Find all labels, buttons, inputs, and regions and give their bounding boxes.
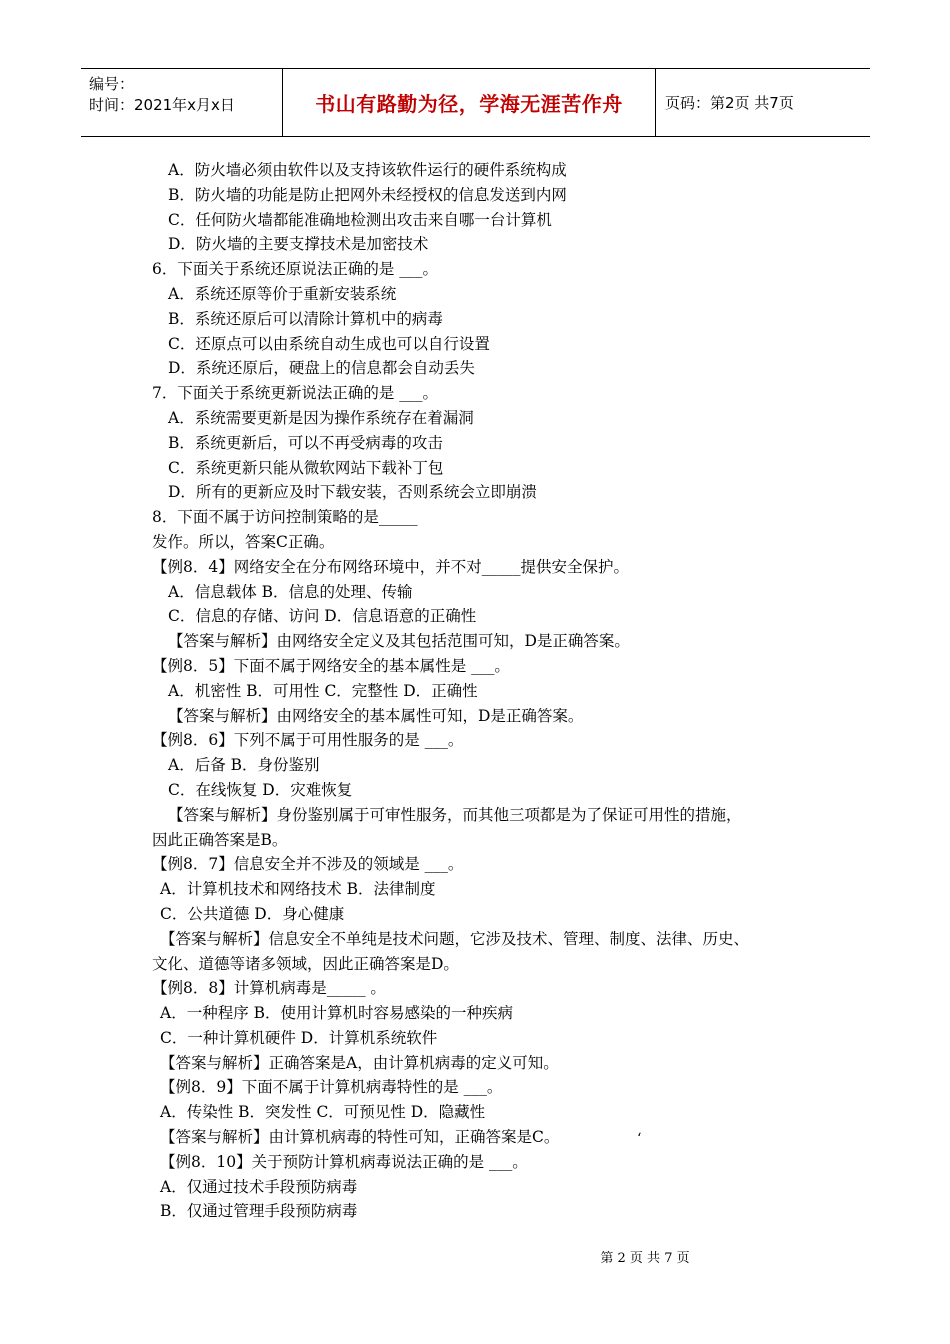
text-line: C．公共道德 D．身心健康 [160,904,345,923]
text-line: A．计算机技术和网络技术 B．法律制度 [160,880,436,899]
text-line: A．后备 B．身份鉴别 [168,756,320,775]
text-line: C．在线恢复 D．灾难恢复 [168,780,353,799]
text-line: C．一种计算机硬件 D．计算机系统软件 [160,1028,438,1047]
page-footer [0,1247,950,1266]
text-line: 8．下面不属于访问控制策略的是_____ [152,508,418,527]
text-line: D．系统还原后，硬盘上的信息都会自动丢失 [168,359,475,378]
text-line: C．任何防火墙都能准确地检测出攻击来自哪一台计算机 [168,210,552,229]
header-page-info: 页码：第2页 共7页 [665,94,794,112]
text-line: A．系统还原等价于重新安装系统 [168,284,397,303]
text-line: A．仅通过技术手段预防病毒 [160,1177,358,1196]
text-line: 【例8．10】关于预防计算机病毒说法正确的是 ___。 [160,1152,528,1171]
text-line: 【答案与解析】信息安全不单纯是技术问题，它涉及技术、管理、制度、法律、历史、 [160,929,750,948]
text-line: 【答案与解析】正确答案是A，由计算机病毒的定义可知。 [160,1053,559,1072]
text-line: C．信息的存储、访问 D．信息语意的正确性 [168,607,477,626]
text-line: C．系统更新只能从微软网站下载补丁包 [168,458,444,477]
text-line: 【答案与解析】由计算机病毒的特性可知，正确答案是C。 [160,1128,560,1147]
text-line: D．所有的更新应及时下载安装，否则系统会立即崩溃 [168,483,537,502]
date-label: 时间：2021年x月x日 [89,96,235,114]
page-header [81,68,870,137]
text-line: B．系统还原后可以清除计算机中的病毒 [168,309,443,328]
header-left-cell [81,69,281,136]
motto: 书山有路勤为径，学海无涯苦作舟 [315,92,623,116]
text-line: A．系统需要更新是因为操作系统存在着漏洞 [168,408,474,427]
text-line: 7．下面关于系统更新说法正确的是 ___。 [152,384,439,403]
text-line: D．防火墙的主要支撑技术是加密技术 [168,235,429,254]
text-line: 【例8．9】下面不属于计算机病毒特性的是 ___。 [160,1078,503,1097]
text-line: B．防火墙的功能是防止把网外未经授权的信息发送到内网 [168,185,567,204]
text-line: 【例8．7】信息安全并不涉及的领域是 ___。 [152,855,464,874]
document-body [152,158,802,1224]
text-line: A．机密性 B．可用性 C．完整性 D．正确性 [168,681,478,700]
text-line: 【例8．4】网络安全在分布网络环境中，并不对_____提供安全保护。 [152,557,629,576]
text-line: A．信息载体 B．信息的处理、传输 [168,582,413,601]
header-page-cell [655,69,870,136]
text-line: A．传染性 B．突发性 C．可预见性 D．隐藏性 [160,1103,486,1122]
text-line: C．还原点可以由系统自动生成也可以自行设置 [168,334,490,353]
text-line: A．一种程序 B．使用计算机时容易感染的一种疾病 [160,1004,514,1023]
text-line: 因此正确答案是B。 [152,830,288,849]
text-line: 6．下面关于系统还原说法正确的是 ___。 [152,260,439,279]
text-line: 【例8．5】下面不属于网络安全的基本属性是 ___。 [152,656,510,675]
text-line: 【例8．8】计算机病毒是_____ 。 [152,979,386,998]
header-motto-cell [282,69,656,136]
footer-page-number: 第 2 页 共 7 页 [600,1251,690,1266]
text-line: B．仅通过管理手段预防病毒 [160,1202,358,1221]
text-line: A．防火墙必须由软件以及支持该软件运行的硬件系统构成 [168,161,567,179]
text-line: 【答案与解析】由网络安全的基本属性可知，D是正确答案。 [168,706,584,725]
stray-mark: ‘ [637,1131,642,1147]
text-line: 发作。所以，答案C正确。 [152,532,335,551]
text-line: 【例8．6】下列不属于可用性服务的是 ___。 [152,731,464,750]
text-line: 【答案与解析】身份鉴别属于可审性服务，而其他三项都是为了保证可用性的措施， [168,805,742,824]
text-line: 【答案与解析】由网络安全定义及其包括范围可知，D是正确答案。 [168,632,630,651]
text-line: 文化、道德等诸多领域，因此正确答案是D。 [152,954,459,973]
code-label: 编号： [89,75,135,93]
text-line: B．系统更新后，可以不再受病毒的攻击 [168,433,443,452]
